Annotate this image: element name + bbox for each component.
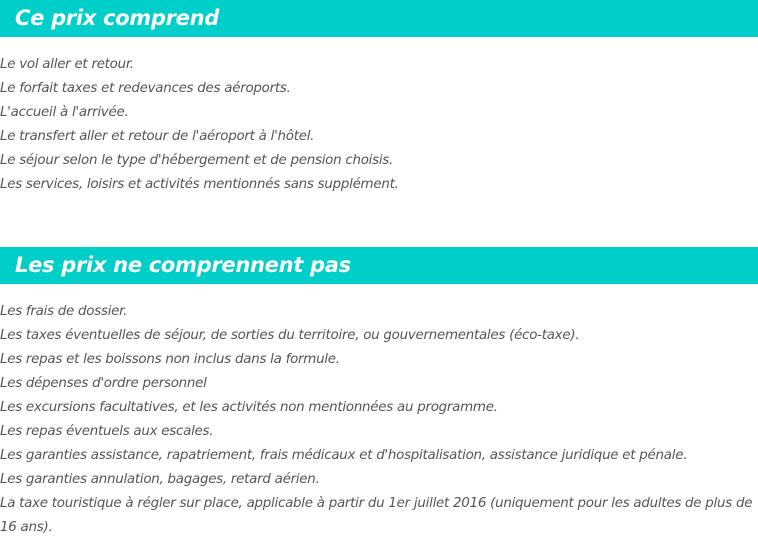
excludes-item: Les taxes éventuelles de séjour, de sorties du territoire, ou gouvernementales (éco-taxe). — [0, 328, 580, 343]
includes-item: Le séjour selon le type d'hébergement et de pension choisis. — [0, 153, 394, 168]
excludes-item: Les repas et les boissons non inclus dans la formule. — [0, 352, 340, 367]
excludes-section — [0, 247, 758, 540]
excludes-list — [0, 300, 758, 540]
includes-list — [0, 53, 758, 197]
excludes-title: Les prix ne comprennent pas — [0, 247, 758, 284]
includes-item: Le vol aller et retour. — [0, 57, 134, 72]
excludes-item: Les repas éventuels aux escales. — [0, 424, 214, 439]
includes-title: Ce prix comprend — [0, 0, 758, 37]
excludes-item: La taxe touristique à régler sur place, applicable à partir du 1er juillet 2016 (uniquement pour les adultes de plus de 16 ans). — [0, 496, 753, 535]
excludes-item: Les frais de dossier. — [0, 304, 128, 319]
excludes-item: Les excursions facultatives, et les activités non mentionnées au programme. — [0, 400, 498, 415]
includes-item: Le forfait taxes et redevances des aéroports. — [0, 81, 291, 96]
excludes-item: Les dépenses d'ordre personnel — [0, 376, 207, 391]
includes-item: Les services, loisirs et activités mentionnés sans supplément. — [0, 177, 399, 192]
excludes-item: Les garanties annulation, bagages, retard aérien. — [0, 472, 320, 487]
includes-section — [0, 0, 758, 197]
excludes-item: Les garanties assistance, rapatriement, frais médicaux et d'hospitalisation, assistance juridique et pénale. — [0, 448, 688, 463]
includes-item: Le transfert aller et retour de l'aéroport à l'hôtel. — [0, 129, 315, 144]
includes-item: L'accueil à l'arrivée. — [0, 105, 129, 120]
